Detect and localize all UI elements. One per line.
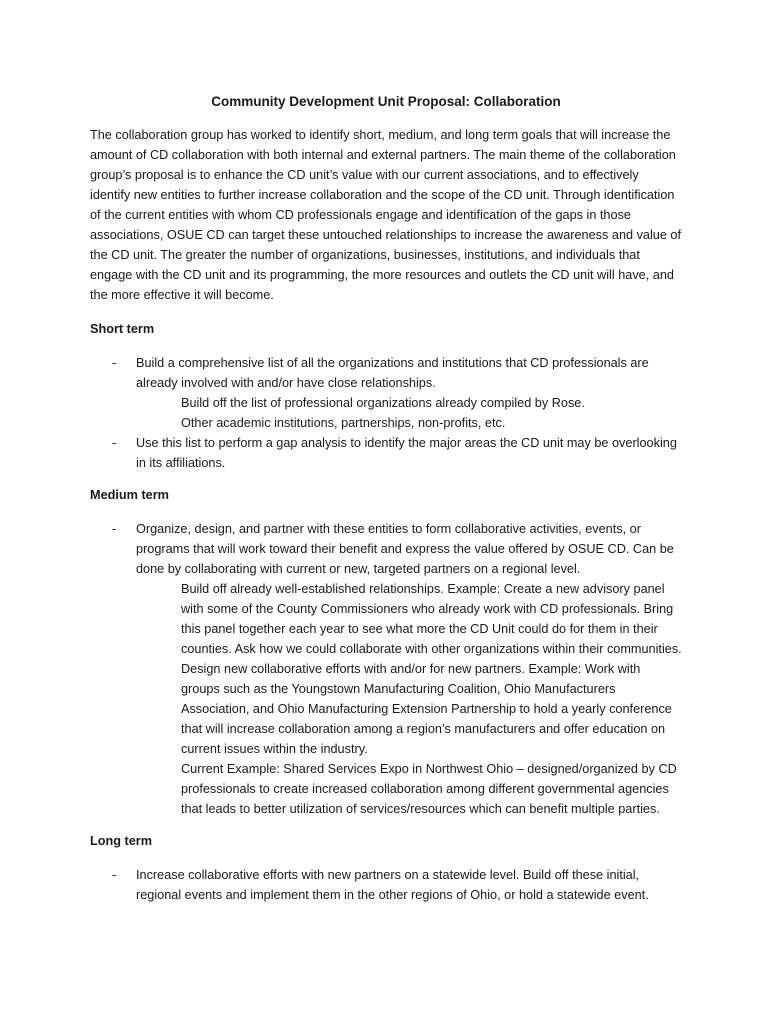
dash-bullet-icon: -: [112, 436, 117, 450]
sub-item: Current Example: Shared Services Expo in Northwest Ohio – designed/organized by CD professionals to create increased collaboration among different governmental agencies that leads to better utilization of services/resources which can benefit multiple parties.: [181, 762, 677, 816]
list-item: [90, 433, 682, 473]
bullet-text: Increase collaborative efforts with new partners on a statewide level. Build off these initial, regional events and implement them in the other regions of Ohio, or hold a statewide event.: [136, 868, 649, 902]
list-item: [90, 519, 682, 819]
list-item: [90, 865, 682, 905]
intro-paragraph: The collaboration group has worked to identify short, medium, and long term goals that will increase the amount of CD collaboration with both internal and external partners. The main theme of the collaboration group’s proposal is to enhance the CD unit’s value with our current associations, and to effectively identify new entities to further increase collaboration and the scope of the CD unit. Through identification of the current entities with whom CD professionals engage and identification of the gaps in those associations, OSUE CD can target these untouched relationships to increase the awareness and value of the CD unit. The greater the number of organizations, businesses, institutions, and individuals that engage with the CD unit and its programming, the more resources and outlets the CD unit will have, and the more effective it will become.: [90, 128, 682, 302]
sub-item: Build off already well-established relationships. Example: Create a new advisory panel with some of the County Commissioners who already work with CD professionals. Bring this panel together each year to see what more the CD Unit could do for them in their counties. Ask how we could collaborate with other organizations within their communities.: [181, 582, 682, 656]
short-term-list: [90, 353, 682, 473]
sub-item: Other academic institutions, partnerships, non-profits, etc.: [181, 416, 506, 430]
bullet-text: Use this list to perform a gap analysis to identify the major areas the CD unit may be overlooking in its affiliations.: [136, 436, 677, 470]
section-heading-long-term: Long term: [90, 834, 153, 848]
dash-bullet-icon: -: [112, 356, 117, 370]
long-term-list: [90, 865, 682, 905]
bullet-text: Organize, design, and partner with these entities to form collaborative activities, events, or programs that will work toward their benefit and express the value offered by OSUE CD. Can be done by collaborating with current or new, targeted partners on a regional level.: [136, 522, 674, 576]
list-item: [90, 353, 682, 433]
dash-bullet-icon: -: [112, 522, 117, 536]
sub-item: Build off the list of professional organizations already compiled by Rose.: [181, 396, 585, 410]
section-heading-short-term: Short term: [90, 322, 155, 336]
bullet-text: Build a comprehensive list of all the organizations and institutions that CD professionals are already involved with and/or have close relationships.: [136, 356, 649, 390]
section-heading-medium-term: Medium term: [90, 488, 169, 502]
dash-bullet-icon: -: [112, 868, 117, 882]
sub-item: Design new collaborative efforts with and/or for new partners. Example: Work with groups such as the Youngstown Manufacturing Coalition, Ohio Manufacturers Association, and Ohio Manufacturing Extension Partnership to hold a yearly conference that will increase collaboration among a region’s manufacturers and offer education on current issues within the industry.: [181, 662, 672, 756]
medium-term-list: [90, 519, 682, 819]
document-title: Community Development Unit Proposal: Collaboration: [211, 94, 561, 109]
